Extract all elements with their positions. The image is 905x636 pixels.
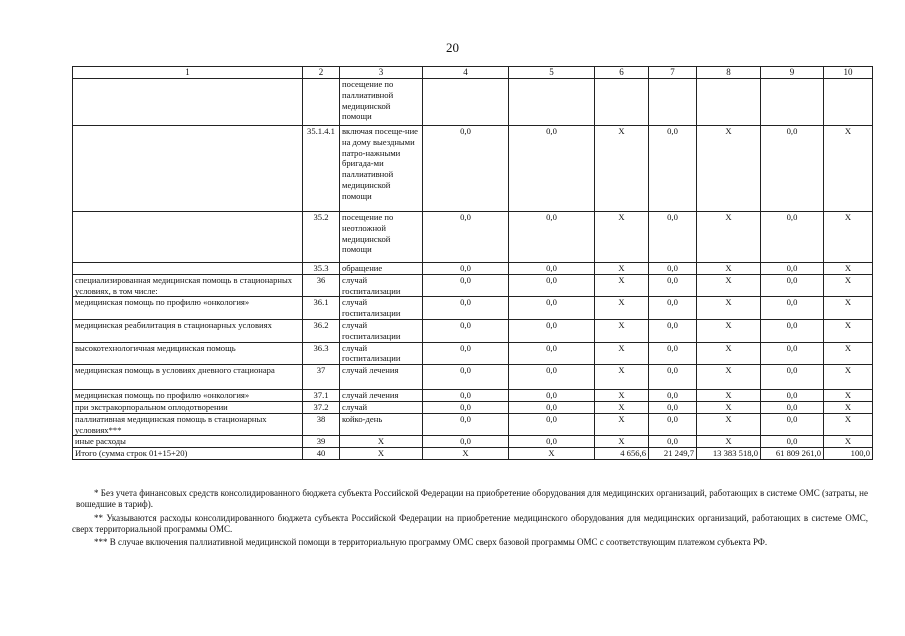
cell-col-3: койко-день (340, 413, 423, 436)
cell-col-1: медицинская реабилитация в стационарных условиях (73, 319, 303, 342)
cell-col-8: X (697, 319, 761, 342)
cell-col-2: 35.2 (303, 212, 340, 263)
page-number: 20 (446, 40, 459, 55)
header-row (73, 67, 873, 79)
cell-col-1: паллиативная медицинская помощь в стационарных условиях*** (73, 413, 303, 436)
cell-col-8: X (697, 401, 761, 413)
footnotes (72, 488, 868, 550)
cell-col-1: медицинская помощь в условиях дневного стационара (73, 365, 303, 390)
cell-col-10: X (824, 342, 873, 365)
table-row (73, 413, 873, 436)
header-cell: 8 (697, 67, 761, 79)
header-cell: 2 (303, 67, 340, 79)
financing-table (72, 66, 873, 460)
cell-col-3: случай госпитализации (340, 274, 423, 297)
cell-col-6: X (595, 365, 649, 390)
cell-col-5: 0,0 (509, 319, 595, 342)
cell-col-8: X (697, 212, 761, 263)
cell-col-1 (73, 79, 303, 126)
table-row (73, 448, 873, 460)
header-cell: 10 (824, 67, 873, 79)
cell-col-9: 0,0 (761, 319, 824, 342)
footnote-1: * Без учета финансовых средств консолидированного бюджета субъекта Российской Федерации на приобретение оборудования для медицинских организаций, работающих в системе ОМС (затраты, не вошедшие в тариф). (76, 488, 868, 510)
cell-col-7: 0,0 (649, 342, 697, 365)
cell-col-9: 0,0 (761, 413, 824, 436)
cell-col-9: 0,0 (761, 365, 824, 390)
cell-col-6: X (595, 297, 649, 320)
cell-col-1 (73, 126, 303, 212)
cell-col-8: X (697, 274, 761, 297)
cell-col-2: 37.2 (303, 401, 340, 413)
cell-col-10: X (824, 413, 873, 436)
cell-col-4: 0,0 (423, 413, 509, 436)
cell-col-8: X (697, 263, 761, 275)
header-cell: 1 (73, 67, 303, 79)
cell-col-5: 0,0 (509, 126, 595, 212)
cell-col-5: 0,0 (509, 297, 595, 320)
cell-col-9: 0,0 (761, 390, 824, 402)
cell-col-9 (761, 79, 824, 126)
cell-col-4: 0,0 (423, 212, 509, 263)
cell-col-8: X (697, 126, 761, 212)
cell-col-2: 36.2 (303, 319, 340, 342)
cell-col-7: 0,0 (649, 413, 697, 436)
table-row (73, 79, 873, 126)
cell-col-3: посещение по паллиативной медицинской помощи (340, 79, 423, 126)
cell-col-10: X (824, 263, 873, 275)
table-row (73, 126, 873, 212)
cell-col-7: 0,0 (649, 436, 697, 448)
footnote-2: ** Указываются расходы консолидированного бюджета субъекта Российской Федерации на приобретение медицинского оборудования для медицинских организаций, работающих в системе ОМС, сверх территориальной программы ОМС. (72, 512, 868, 534)
cell-col-5: 0,0 (509, 342, 595, 365)
cell-col-9: 0,0 (761, 297, 824, 320)
cell-col-5: 0,0 (509, 365, 595, 390)
header-cell: 6 (595, 67, 649, 79)
cell-col-1: Итого (сумма строк 01+15+20) (73, 448, 303, 460)
table-row (73, 263, 873, 275)
table-row (73, 274, 873, 297)
header-cell: 7 (649, 67, 697, 79)
cell-col-9: 0,0 (761, 401, 824, 413)
cell-col-3: включая посеще-ние на дому выездными патро-нажными бригада-ми паллиативной медицинской помощи (340, 126, 423, 212)
cell-col-6: X (595, 126, 649, 212)
cell-col-6 (595, 79, 649, 126)
cell-col-1: медицинская помощь по профилю «онкология» (73, 390, 303, 402)
cell-col-1: иные расходы (73, 436, 303, 448)
cell-col-3: случай госпитализации (340, 297, 423, 320)
cell-col-3: случай лечения (340, 365, 423, 390)
cell-col-7: 0,0 (649, 365, 697, 390)
cell-col-4: 0,0 (423, 401, 509, 413)
cell-col-5: 0,0 (509, 436, 595, 448)
cell-col-6: X (595, 413, 649, 436)
cell-col-4: 0,0 (423, 126, 509, 212)
cell-col-7: 21 249,7 (649, 448, 697, 460)
cell-col-3: случай госпитализации (340, 342, 423, 365)
cell-col-4: 0,0 (423, 365, 509, 390)
cell-col-4: 0,0 (423, 342, 509, 365)
cell-col-2: 37.1 (303, 390, 340, 402)
cell-col-5 (509, 79, 595, 126)
cell-col-9: 61 809 261,0 (761, 448, 824, 460)
cell-col-2: 35.1.4.1 (303, 126, 340, 212)
cell-col-10: X (824, 365, 873, 390)
cell-col-4: 0,0 (423, 319, 509, 342)
table-row (73, 319, 873, 342)
cell-col-8 (697, 79, 761, 126)
cell-col-6: 4 656,6 (595, 448, 649, 460)
table-row (73, 365, 873, 390)
cell-col-3: случай лечения (340, 390, 423, 402)
cell-col-4: 0,0 (423, 390, 509, 402)
cell-col-10: 100,0 (824, 448, 873, 460)
cell-col-3: обращение (340, 263, 423, 275)
cell-col-9: 0,0 (761, 274, 824, 297)
cell-col-6: X (595, 390, 649, 402)
cell-col-4: X (423, 448, 509, 460)
cell-col-3: случай госпитализации (340, 319, 423, 342)
cell-col-8: X (697, 365, 761, 390)
cell-col-3: посещение по неотложной медицинской помощи (340, 212, 423, 263)
cell-col-7: 0,0 (649, 263, 697, 275)
cell-col-2: 38 (303, 413, 340, 436)
cell-col-10: X (824, 436, 873, 448)
cell-col-2: 36.1 (303, 297, 340, 320)
cell-col-5: 0,0 (509, 212, 595, 263)
cell-col-4: 0,0 (423, 297, 509, 320)
header-cell: 4 (423, 67, 509, 79)
cell-col-9: 0,0 (761, 436, 824, 448)
table-row (73, 212, 873, 263)
cell-col-1 (73, 212, 303, 263)
cell-col-4: 0,0 (423, 263, 509, 275)
cell-col-9: 0,0 (761, 342, 824, 365)
cell-col-6: X (595, 342, 649, 365)
table-row (73, 297, 873, 320)
cell-col-5: 0,0 (509, 274, 595, 297)
cell-col-7: 0,0 (649, 319, 697, 342)
cell-col-7: 0,0 (649, 126, 697, 212)
cell-col-2: 36 (303, 274, 340, 297)
cell-col-9: 0,0 (761, 212, 824, 263)
cell-col-10: X (824, 126, 873, 212)
cell-col-5: 0,0 (509, 263, 595, 275)
cell-col-10: X (824, 390, 873, 402)
cell-col-2: 40 (303, 448, 340, 460)
cell-col-1: медицинская помощь по профилю «онкология» (73, 297, 303, 320)
table-row (73, 342, 873, 365)
cell-col-4 (423, 79, 509, 126)
cell-col-3: X (340, 448, 423, 460)
footnote-3: *** В случае включения паллиативной медицинской помощи в территориальную программу ОМС сверх базовой программы ОМС с соответствующим платежом субъекта РФ. (94, 537, 768, 548)
cell-col-10: X (824, 401, 873, 413)
header-cell: 3 (340, 67, 423, 79)
cell-col-9: 0,0 (761, 263, 824, 275)
header-cell: 9 (761, 67, 824, 79)
cell-col-6: X (595, 274, 649, 297)
header-cell: 5 (509, 67, 595, 79)
cell-col-10: X (824, 212, 873, 263)
cell-col-10: X (824, 274, 873, 297)
cell-col-7: 0,0 (649, 274, 697, 297)
cell-col-4: 0,0 (423, 274, 509, 297)
cell-col-3: случай (340, 401, 423, 413)
cell-col-8: 13 383 518,0 (697, 448, 761, 460)
cell-col-8: X (697, 342, 761, 365)
cell-col-6: X (595, 319, 649, 342)
cell-col-3: X (340, 436, 423, 448)
cell-col-2: 35.3 (303, 263, 340, 275)
cell-col-6: X (595, 263, 649, 275)
cell-col-7: 0,0 (649, 401, 697, 413)
cell-col-1: при экстракорпоральном оплодотворении (73, 401, 303, 413)
cell-col-6: X (595, 436, 649, 448)
table-row (73, 390, 873, 402)
cell-col-6: X (595, 401, 649, 413)
cell-col-7: 0,0 (649, 297, 697, 320)
cell-col-10: X (824, 319, 873, 342)
cell-col-8: X (697, 413, 761, 436)
cell-col-6: X (595, 212, 649, 263)
cell-col-2: 39 (303, 436, 340, 448)
cell-col-5: 0,0 (509, 390, 595, 402)
cell-col-5: 0,0 (509, 401, 595, 413)
cell-col-2: 37 (303, 365, 340, 390)
cell-col-9: 0,0 (761, 126, 824, 212)
cell-col-5: 0,0 (509, 413, 595, 436)
cell-col-10 (824, 79, 873, 126)
cell-col-7: 0,0 (649, 212, 697, 263)
table-row (73, 401, 873, 413)
cell-col-8: X (697, 390, 761, 402)
cell-col-5: X (509, 448, 595, 460)
cell-col-2: 36.3 (303, 342, 340, 365)
cell-col-2 (303, 79, 340, 126)
cell-col-1: специализированная медицинская помощь в стационарных условиях, в том числе: (73, 274, 303, 297)
cell-col-7 (649, 79, 697, 126)
cell-col-10: X (824, 297, 873, 320)
cell-col-7: 0,0 (649, 390, 697, 402)
cell-col-1 (73, 263, 303, 275)
table-row (73, 436, 873, 448)
cell-col-1: высокотехнологичная медицинская помощь (73, 342, 303, 365)
cell-col-8: X (697, 297, 761, 320)
cell-col-4: 0,0 (423, 436, 509, 448)
cell-col-8: X (697, 436, 761, 448)
